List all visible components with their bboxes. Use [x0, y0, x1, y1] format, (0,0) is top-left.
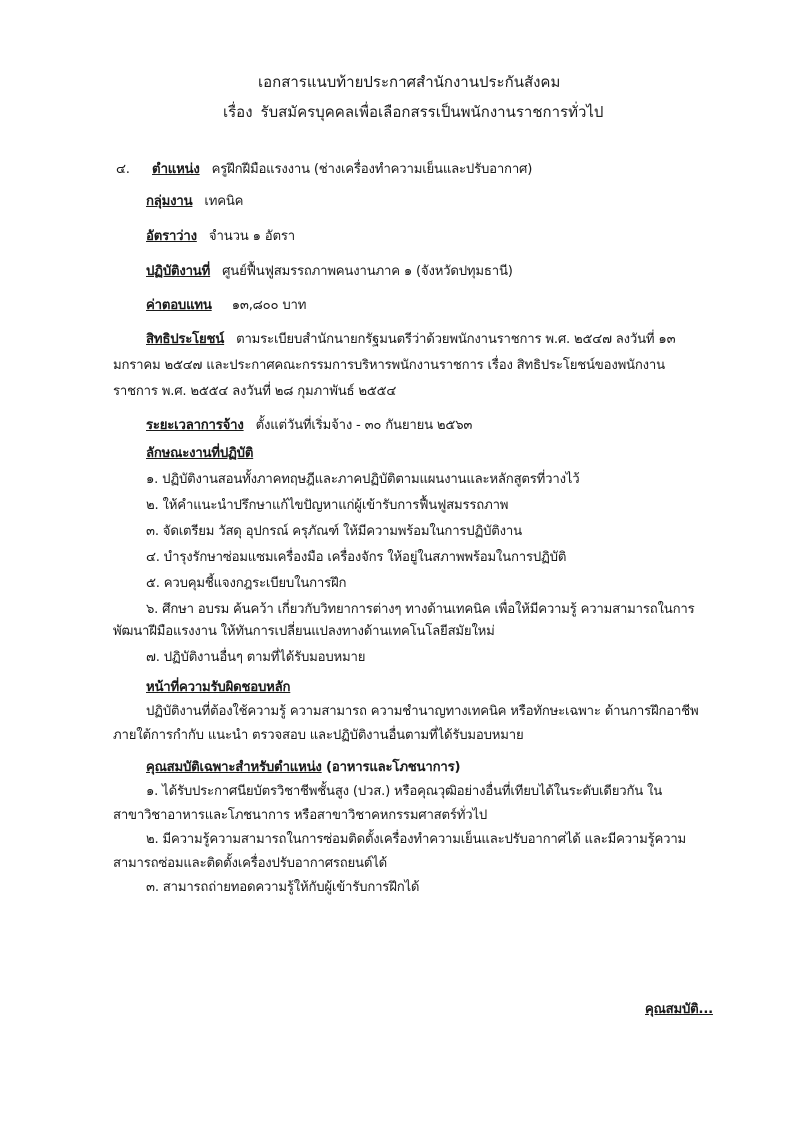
workplace-label: ปฏิบัติงานที่: [146, 264, 211, 279]
duty-item: ๔. บำรุงรักษาซ่อมแซมเครื่องมือ เครื่องจักร ให้อยู่ในสภาพพร้อมในการปฏิบัติ: [146, 550, 567, 565]
duty-item: ๑. ปฏิบัติงานสอนทั้งภาคทฤษฎีและภาคปฏิบัติตามแผนงานและหลักสูตรที่วางไว้: [146, 472, 580, 487]
benefits-label: สิทธิประโยชน์: [146, 332, 225, 347]
group-label: กลุ่มงาน: [146, 194, 193, 209]
qualifications-label-2: ตำแหน่ง: [274, 760, 322, 775]
workplace-value: ศูนย์ฟื้นฟูสมรรถภาพคนงานภาค ๑ (จังหวัดปทุมธานี): [222, 264, 513, 279]
document-title: เอกสารแนบท้ายประกาศสำนักงานประกันสังคม: [258, 73, 561, 91]
qualification-item: ๒. มีความรู้ความสามารถในการซ่อมติดตั้งเครื่องทำความเย็นและปรับอากาศได้ และมีความรู้ความ: [146, 832, 687, 847]
qualification-item: ๓. สามารถถ่ายทอดความรู้ให้กับผู้เข้ารับการฝึกได้: [146, 880, 420, 895]
duty-item-continuation: พัฒนาฝีมือแรงงาน ให้ทันการเปลี่ยนแปลงทางด้านเทคโนโลยีสมัยใหม่: [113, 624, 495, 639]
salary-row: [146, 296, 306, 316]
qualifications-heading: [146, 758, 460, 778]
benefits-line-2: มกราคม ๒๕๔๗ และประกาศคณะกรรมการบริหารพนักงานราชการ เรื่อง สิทธิประโยชน์ของพนักงาน: [113, 358, 665, 373]
duty-item: ๕. ควบคุมชี้แจงกฎระเบียบในการฝึก: [146, 576, 347, 591]
responsibilities-line-1: ปฏิบัติงานที่ต้องใช้ความรู้ ความสามารถ ความชำนาญทางเทคนิค หรือทักษะเฉพาะ ด้านการฝึกอาชีพ: [146, 704, 699, 719]
contract-period-row: [146, 416, 472, 436]
responsibilities-line-2: ภายใต้การกำกับ แนะนำ ตรวจสอบ และปฏิบัติงานอื่นตามที่ได้รับมอบหมาย: [113, 728, 524, 743]
duty-item: ๒. ให้คำแนะนำปรึกษาแก้ไขปัญหาแก่ผู้เข้ารับการฟื้นฟูสมรรถภาพ: [146, 498, 509, 513]
salary-label: ค่าตอบแทน: [146, 298, 212, 313]
contract-period-label: ระยะเวลาการจ้าง: [146, 418, 244, 433]
duty-item: ๓. จัดเตรียม วัสดุ อุปกรณ์ ครุภัณฑ์ ให้มีความพร้อมในการปฏิบัติงาน: [146, 524, 522, 539]
group-value: เทคนิค: [204, 194, 244, 209]
duties-heading: ลักษณะงานที่ปฏิบัติ: [146, 446, 254, 461]
vacancy-row: [146, 227, 295, 247]
position-label: ตำแหน่ง: [152, 162, 200, 177]
qualifications-label-1: คุณสมบัติเฉพาะสำหรับ: [146, 760, 275, 775]
workplace-row: [146, 262, 513, 282]
document-subject: [223, 102, 603, 122]
position-row: [116, 160, 532, 180]
benefits-line-1: [146, 330, 675, 350]
benefits-text-1: ตามระเบียบสำนักนายกรัฐมนตรีว่าด้วยพนักงานราชการ พ.ศ. ๒๕๔๗ ลงวันที่ ๑๓: [236, 332, 676, 347]
salary-value: ๑๓,๘๐๐ บาท: [231, 298, 307, 313]
subject-text: รับสมัครบุคคลเพื่อเลือกสรรเป็นพนักงานราชการทั่วไป: [260, 103, 604, 121]
continuation-marker: คุณสมบัติ...: [645, 1002, 713, 1017]
duty-item: ๗. ปฏิบัติงานอื่นๆ ตามที่ได้รับมอบหมาย: [146, 650, 366, 665]
qualification-item-continuation: สามารถซ่อมและติดตั้งเครื่องปรับอากาศรถยนต์ได้: [113, 856, 388, 871]
responsibilities-heading: หน้าที่ความรับผิดชอบหลัก: [146, 680, 291, 695]
benefits-line-3: ราชการ พ.ศ. ๒๕๕๔ ลงวันที่ ๒๘ กุมภาพันธ์ ๒๕๕๔: [113, 384, 397, 399]
qualifications-label-suffix: (อาหารและโภชนาการ): [321, 760, 461, 775]
group-row: [146, 192, 243, 212]
position-value: ครูฝึกฝีมือแรงงาน (ช่างเครื่องทำความเย็นและปรับอากาศ): [211, 162, 533, 177]
vacancy-label: อัตราว่าง: [146, 229, 197, 244]
subject-label: เรื่อง: [223, 103, 253, 121]
qualification-item: ๑. ได้รับประกาศนียบัตรวิชาชีพชั้นสูง (ปวส.) หรือคุณวุฒิอย่างอื่นที่เทียบได้ในระดับเดียวกัน ใน: [146, 784, 663, 799]
vacancy-value: จำนวน ๑ อัตรา: [208, 229, 295, 244]
contract-period-value: ตั้งแต่วันที่เริ่มจ้าง - ๓๐ กันยายน ๒๕๖๓: [255, 418, 473, 433]
position-number: ๔.: [116, 162, 130, 177]
qualification-item-continuation: สาขาวิชาอาหารและโภชนาการ หรือสาขาวิชาคหกรรมศาสตร์ทั่วไป: [113, 808, 488, 823]
duty-item: ๖. ศึกษา อบรม ค้นคว้า เกี่ยวกับวิทยาการต่างๆ ทางด้านเทคนิค เพื่อให้มีความรู้ ความสามารถในการ: [146, 602, 695, 617]
